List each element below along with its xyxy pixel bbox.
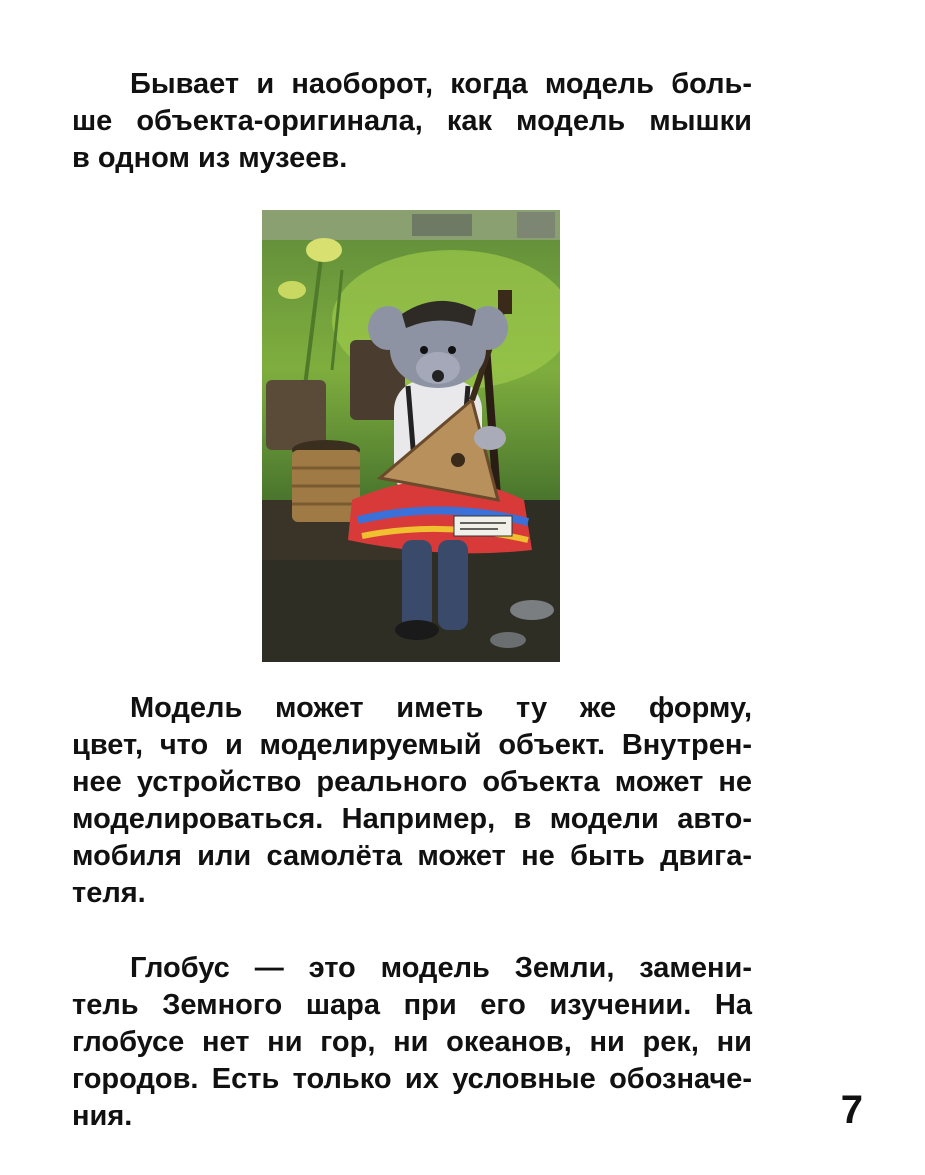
text-line: теля. <box>72 877 146 909</box>
text-line: Модель может иметь ту же форму, <box>130 692 752 724</box>
text-line: моделироваться. Например, в модели авто- <box>72 803 752 835</box>
text-line: нее устройство реального объекта может не <box>72 766 752 798</box>
text-line: городов. Есть только их условные обозначе- <box>72 1063 752 1095</box>
text-line: мобиля или самолёта может не быть двига- <box>72 840 752 872</box>
paragraph-3 <box>72 950 752 1135</box>
text-line: цвет, что и моделируемый объект. Внутрен- <box>72 729 752 761</box>
page-number: 7 <box>840 1088 863 1132</box>
text-line: тель Земного шара при его изучении. На <box>72 989 752 1021</box>
text-line: Бывает и наоборот, когда модель боль- <box>130 68 752 100</box>
paragraph-1 <box>72 66 752 177</box>
text-line: глобусе нет ни гор, ни океанов, ни рек, ни <box>72 1026 752 1058</box>
paragraph-2 <box>72 690 752 912</box>
mouse-doll-with-balalaika-photo <box>262 210 560 662</box>
text-line: ше объекта-оригинала, как модель мышки <box>72 105 752 137</box>
text-line: ния. <box>72 1100 133 1132</box>
text-line: Глобус — это модель Земли, замени- <box>130 952 752 984</box>
text-line: в одном из музеев. <box>72 142 348 174</box>
